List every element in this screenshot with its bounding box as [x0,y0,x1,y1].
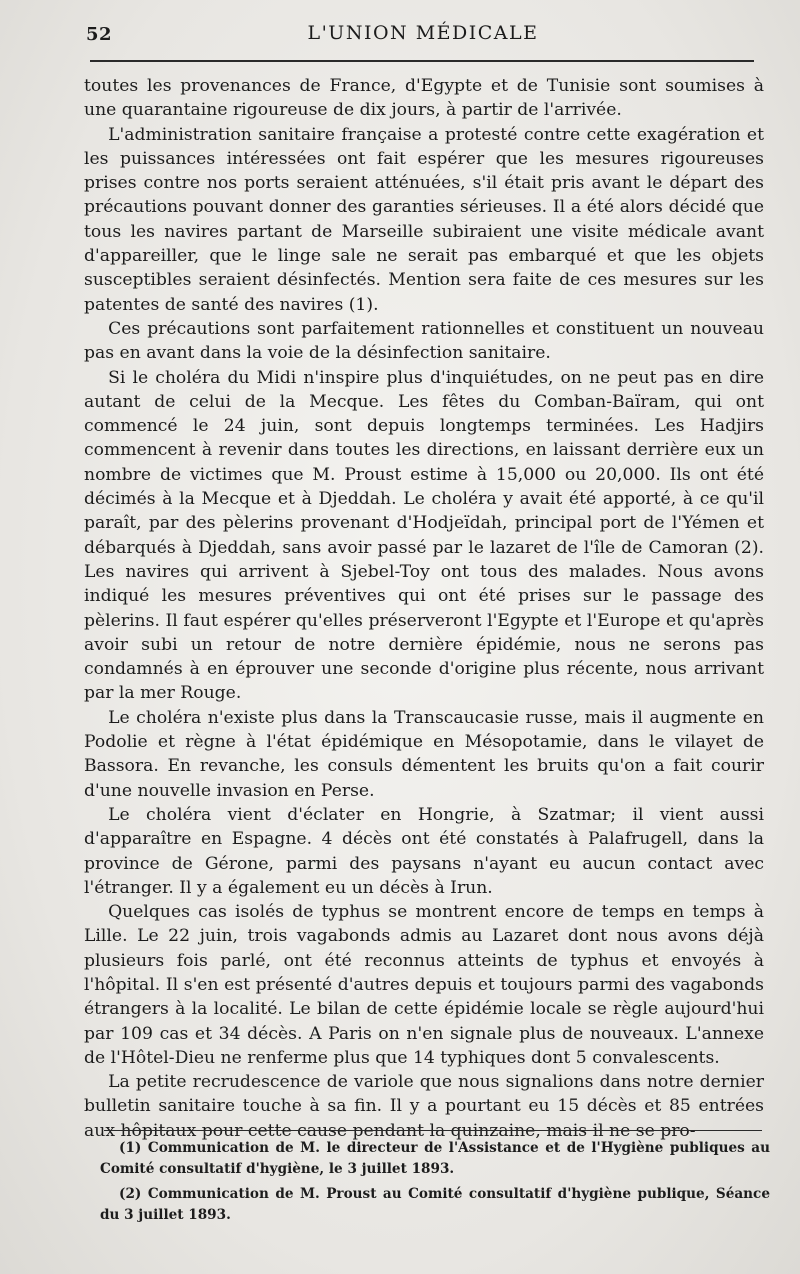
page-number: 52 [86,24,113,45]
paragraph-6: Le choléra vient d'éclater en Hongrie, à Szatmar; il vient aussi d'apparaître en Espagne. 4 décès ont été constatés à Palafrugell, dans la province de Gérone, parmi des paysans n'ayant eu aucun contact avec l'étranger. Il y a également eu un décès à Irun. [84,804,764,898]
paragraph-4: Si le choléra du Midi n'inspire plus d'inquiétudes, on ne peut pas en dire autant de celui de la Mecque. Les fêtes du Comban-Baïram, qui ont commencé le 24 juin, sont depuis longtemps terminées. Les Hadjirs commencent à revenir dans toutes les directions, en laissant derrière eux un nombre de victimes que M. Proust estime à 15,000 ou 20,000. Ils ont été décimés à la Mecque et à Djeddah. Le choléra y avait été apporté, à ce qu'il paraît, par des pèlerins provenant d'Hodjeïdah, principal port de l'Yémen et débarqués à Djeddah, sans avoir passé par le lazaret de l'île de Camoran (2). Les navires qui arrivent à Sjebel-Toy ont tous des malades. Nous avons indiqué les mesures préventives qui ont été prises sur le passage des pèlerins. Il faut espérer qu'elles préserveront l'Egypte et l'Europe et qu'après avoir subi un retour de notre dernière épidémie, nous ne serons pas condamnés à en éprouver une seconde d'origine plus récente, nous arrivant par la mer Rouge. [84,367,764,704]
paragraph-7: Quelques cas isolés de typhus se montrent encore de temps en temps à Lille. Le 22 juin, trois vagabonds admis au Lazaret dont nous avons déjà plusieurs fois parlé, ont été reconnus atteints de typhus et envoyés à l'hôpital. Il s'en est présenté d'autres depuis et toujours parmi des vagabonds étrangers à la localité. Le bilan de cette épidémie locale se règle aujourd'hui par 109 cas et 34 décès. A Paris on n'en signale plus de nouveaux. L'annexe de l'Hôtel-Dieu ne renferme plus que 14 typhiques dont 5 convalescents. [84,902,764,1068]
article-body [84,74,764,1143]
header-rule [90,60,754,62]
page-header [86,14,760,54]
footnote-rule [104,1130,762,1131]
paragraph-5: Le choléra n'existe plus dans la Transcaucasie russe, mais il augmente en Podolie et règne à l'état épidémique en Mésopotamie, dans le vilayet de Bassora. En revanche, les consuls démentent les bruits qu'on a fait courir d'une nouvelle invasion en Perse. [84,707,764,801]
paragraph-1: toutes les provenances de France, d'Egypte et de Tunisie sont soumises à une quarantaine rigoureuse de dix jours, à partir de l'arrivée. [84,76,764,121]
paragraph-2: L'administration sanitaire française a protesté contre cette exagération et les puissances intéressées ont fait espérer que les mesures rigoureuses prises contre nos ports seraient atténuées, s'il était pris avant le départ des précautions pouvant donner des garanties sérieuses. Il a été alors décidé que tous les navires partant de Marseille subiraient une visite médicale avant d'appareiller, que le linge sale ne serait pas embarqué et que les objets susceptibles seraient désinfectés. Mention sera faite de ces mesures sur les patentes de santé des navires (1). [84,124,764,315]
footnote-1: (1) Communication de M. le directeur de l'Assistance et de l'Hygiène publiques au Comité consultatif d'hygiène, le 3 juillet 1893. [100,1140,770,1177]
footnotes [100,1138,770,1230]
running-title: L'UNION MÉDICALE [307,22,539,44]
paragraph-8: La petite recrudescence de variole que nous signalions dans notre dernier bulletin sanitaire touche à sa fin. Il y a pourtant eu 15 décès et 85 entrées aux hôpitaux pour cette cause pendant la quinzaine, mais il ne se pro- [84,1072,764,1141]
footnote-2: (2) Communication de M. Proust au Comité consultatif d'hygiène publique, Séance du 3 juillet 1893. [100,1186,770,1223]
paragraph-3: Ces précautions sont parfaitement rationnelles et constituent un nouveau pas en avant dans la voie de la désinfection sanitaire. [84,318,764,364]
